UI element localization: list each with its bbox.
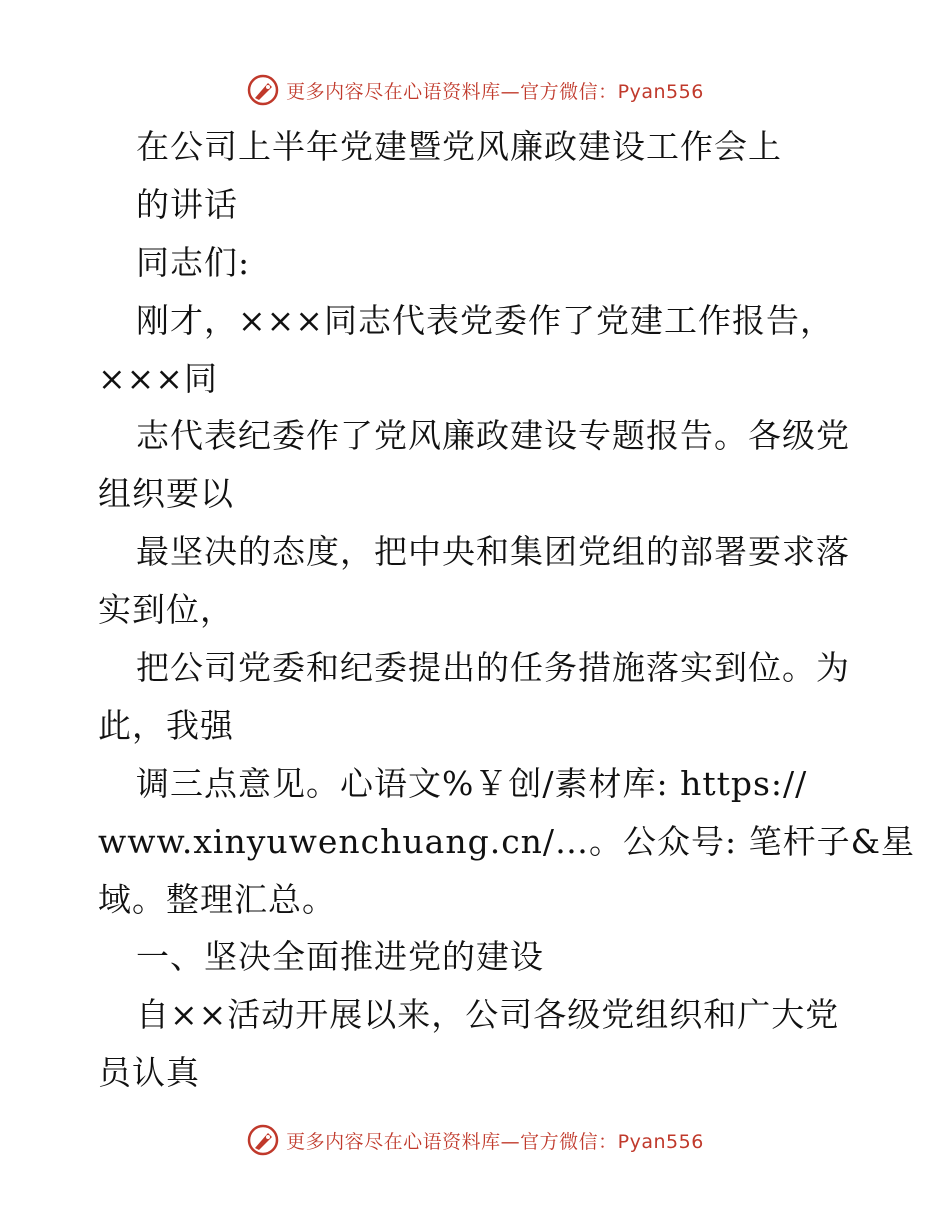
text-line: 此，我强 — [98, 705, 234, 745]
pen-nib-logo-icon — [246, 1123, 280, 1157]
text-line: ×××同 — [98, 358, 218, 398]
banner-text: 更多内容尽在心语资料库—官方微信：Pyan556 — [286, 1130, 704, 1153]
text-line: www.xinyuwenchuang.cn/…。公众号: 笔杆子&星 — [98, 821, 916, 861]
text-line: 自××活动开展以来，公司各级党组织和广大党 — [136, 995, 840, 1035]
text-line: 员认真 — [98, 1053, 200, 1093]
text-line: 的讲话 — [136, 184, 238, 224]
text-line: 实到位， — [98, 590, 234, 630]
text-line: 把公司党委和纪委提出的任务措施落实到位。为 — [136, 648, 850, 688]
footer-banner — [0, 1120, 950, 1160]
banner-text: 更多内容尽在心语资料库—官方微信：Pyan556 — [286, 80, 704, 103]
header-banner — [0, 70, 950, 110]
document-body — [98, 118, 916, 1102]
pen-nib-logo-icon — [246, 73, 280, 107]
text-line: 志代表纪委作了党风廉政建设专题报告。各级党 — [136, 416, 850, 456]
text-line: 一、坚决全面推进党的建设 — [136, 937, 544, 977]
text-line: 最坚决的态度，把中央和集团党组的部署要求落 — [136, 532, 850, 572]
text-line: 组织要以 — [98, 474, 234, 514]
text-line: 刚才，×××同志代表党委作了党建工作报告， — [136, 300, 834, 340]
text-line: 在公司上半年党建暨党风廉政建设工作会上 — [136, 127, 782, 166]
text-line: 同志们: — [136, 242, 251, 282]
text-line: 调三点意见。心语文%￥创/素材库: https:// — [136, 763, 808, 803]
text-line: 域。整理汇总。 — [98, 879, 336, 919]
